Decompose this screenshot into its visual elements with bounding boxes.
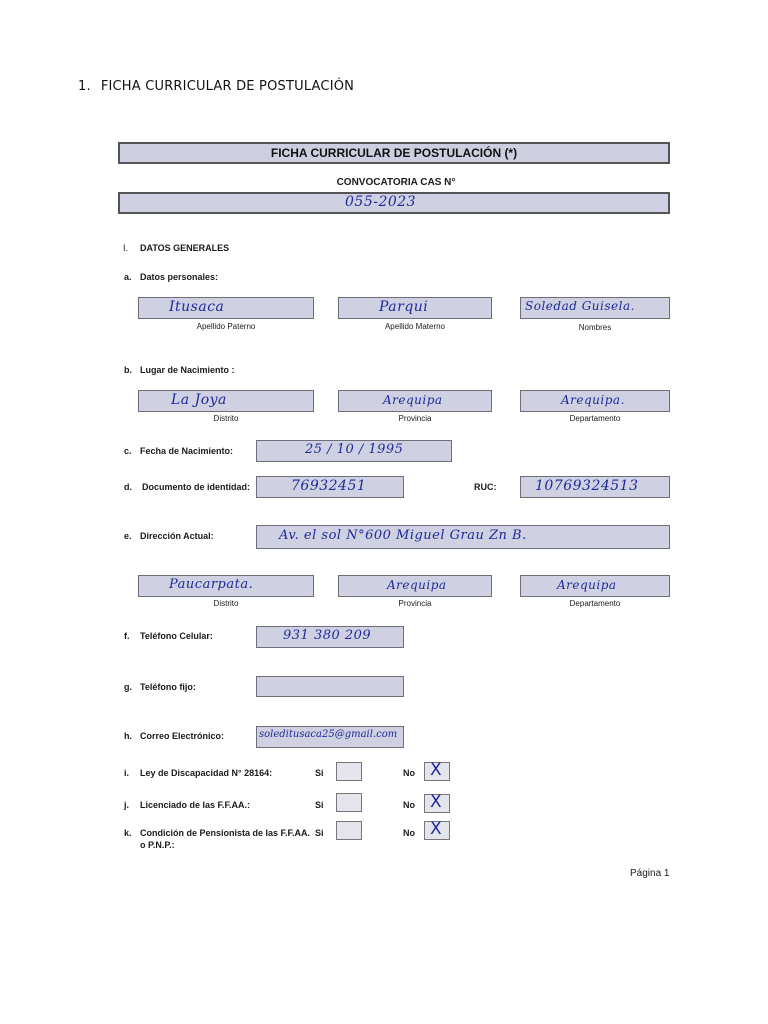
field-f-label: Teléfono Celular:: [140, 631, 213, 641]
field-j-no-mark: X: [430, 792, 442, 812]
nacimiento-provincia-caption: Provincia: [398, 414, 432, 423]
apellido-paterno-caption: Apellido Paterno: [196, 322, 256, 331]
field-k-si-label: Si: [315, 828, 324, 838]
direccion-value: Av. el sol N°600 Miguel Grau Zn B.: [279, 528, 527, 543]
field-c-letter: c.: [124, 446, 132, 456]
nacimiento-distrito-box: [138, 390, 314, 412]
nombres-value: Soledad Guisela.: [525, 299, 635, 313]
celular-box: [256, 626, 404, 648]
field-j-no-checkbox[interactable]: [424, 794, 450, 813]
field-g-label: Teléfono fijo:: [140, 682, 196, 692]
apellido-paterno-value: Itusaca: [169, 299, 225, 315]
correo-box: [256, 726, 404, 748]
field-i-letter: i.: [124, 768, 130, 778]
field-h-label: Correo Electrónico:: [140, 731, 225, 741]
apellido-materno-value: Parqui: [379, 299, 429, 315]
ruc-box: [520, 476, 670, 498]
nacimiento-departamento-caption: Departamento: [569, 414, 621, 423]
field-k-si-checkbox[interactable]: [336, 821, 362, 840]
field-k-label: Condición de Pensionista de las F.F.AA.: [140, 828, 311, 838]
nacimiento-provincia-box: [338, 390, 492, 412]
convocatoria-label: CONVOCATORIA CAS N°: [336, 177, 456, 188]
field-i-si-checkbox[interactable]: [336, 762, 362, 781]
nacimiento-distrito-caption: Distrito: [213, 414, 239, 423]
field-e-label: Dirección Actual:: [140, 531, 214, 541]
heading-number: 1.: [78, 79, 91, 94]
convocatoria-value: 055-2023: [345, 194, 417, 210]
field-j-si-checkbox[interactable]: [336, 793, 362, 812]
field-i-no-label: No: [403, 768, 415, 778]
field-g-letter: g.: [124, 682, 132, 692]
scanned-form: [96, 120, 696, 900]
field-k-label-line2: o P.N.P.:: [140, 840, 175, 850]
form-title: FICHA CURRICULAR DE POSTULACIÓN (*): [270, 146, 518, 160]
field-f-letter: f.: [124, 631, 130, 641]
celular-value: 931 380 209: [283, 628, 372, 643]
direccion-distrito-caption: Distrito: [213, 599, 239, 608]
direccion-departamento-caption: Departamento: [569, 599, 621, 608]
fecha-nacimiento-box: [256, 440, 452, 462]
field-i-si-label: Si: [315, 768, 324, 778]
correo-value: soleditusaca25@gmail.com: [259, 729, 398, 740]
apellido-materno-caption: Apellido Materno: [384, 322, 446, 331]
field-j-label: Licenciado de las F.F.AA.:: [140, 800, 251, 810]
direccion-provincia-box: [338, 575, 492, 597]
page-number: Página 1: [630, 868, 670, 879]
direccion-distrito-box: [138, 575, 314, 597]
nombres-box: [520, 297, 670, 319]
heading-text: FICHA CURRICULAR DE POSTULACIÓN: [100, 79, 355, 94]
documento-value: 76932451: [291, 478, 367, 494]
direccion-provincia-caption: Provincia: [398, 599, 432, 608]
field-k-letter: k.: [124, 828, 132, 838]
field-i-no-mark: X: [430, 760, 442, 780]
field-k-no-label: No: [403, 828, 415, 838]
nacimiento-provincia-value: Arequipa: [383, 393, 443, 407]
field-j-no-label: No: [403, 800, 415, 810]
field-b-letter: b.: [124, 365, 132, 375]
field-a-letter: a.: [124, 272, 132, 282]
field-i-no-checkbox[interactable]: [424, 762, 450, 781]
direccion-box: [256, 525, 670, 549]
nacimiento-departamento-box: [520, 390, 670, 412]
document-heading: [78, 79, 354, 94]
apellido-paterno-box: [138, 297, 314, 319]
section-number: I.: [123, 243, 129, 253]
field-i-label: Ley de Discapacidad N° 28164:: [140, 768, 273, 778]
field-k-no-mark: X: [430, 819, 442, 839]
field-d-label: Documento de identidad:: [142, 482, 250, 492]
field-j-si-label: Si: [315, 800, 324, 810]
field-j-letter: j.: [124, 800, 130, 810]
direccion-departamento-value: Arequipa: [557, 578, 617, 592]
field-h-letter: h.: [124, 731, 132, 741]
field-c-label: Fecha de Nacimiento:: [140, 446, 234, 456]
field-k-no-checkbox[interactable]: [424, 821, 450, 840]
field-b-label: Lugar de Nacimiento :: [140, 365, 235, 375]
field-e-letter: e.: [124, 531, 132, 541]
nacimiento-departamento-value: Arequipa.: [561, 393, 625, 407]
direccion-departamento-box: [520, 575, 670, 597]
nacimiento-distrito-value: La Joya: [171, 392, 227, 408]
field-a-label: Datos personales:: [140, 272, 219, 282]
nombres-caption: Nombres: [578, 323, 612, 332]
direccion-provincia-value: Arequipa: [387, 578, 447, 592]
documento-box: [256, 476, 404, 498]
convocatoria-box: [118, 192, 670, 214]
apellido-materno-box: [338, 297, 492, 319]
ruc-value: 10769324513: [535, 478, 639, 494]
fecha-nacimiento-value: 25 / 10 / 1995: [305, 442, 404, 457]
ruc-label: RUC:: [474, 482, 497, 492]
section-title: DATOS GENERALES: [140, 243, 230, 253]
form-title-box: [118, 142, 670, 164]
telefono-fijo-box: [256, 676, 404, 697]
field-d-letter: d.: [124, 482, 132, 492]
direccion-distrito-value: Paucarpata.: [169, 577, 254, 592]
